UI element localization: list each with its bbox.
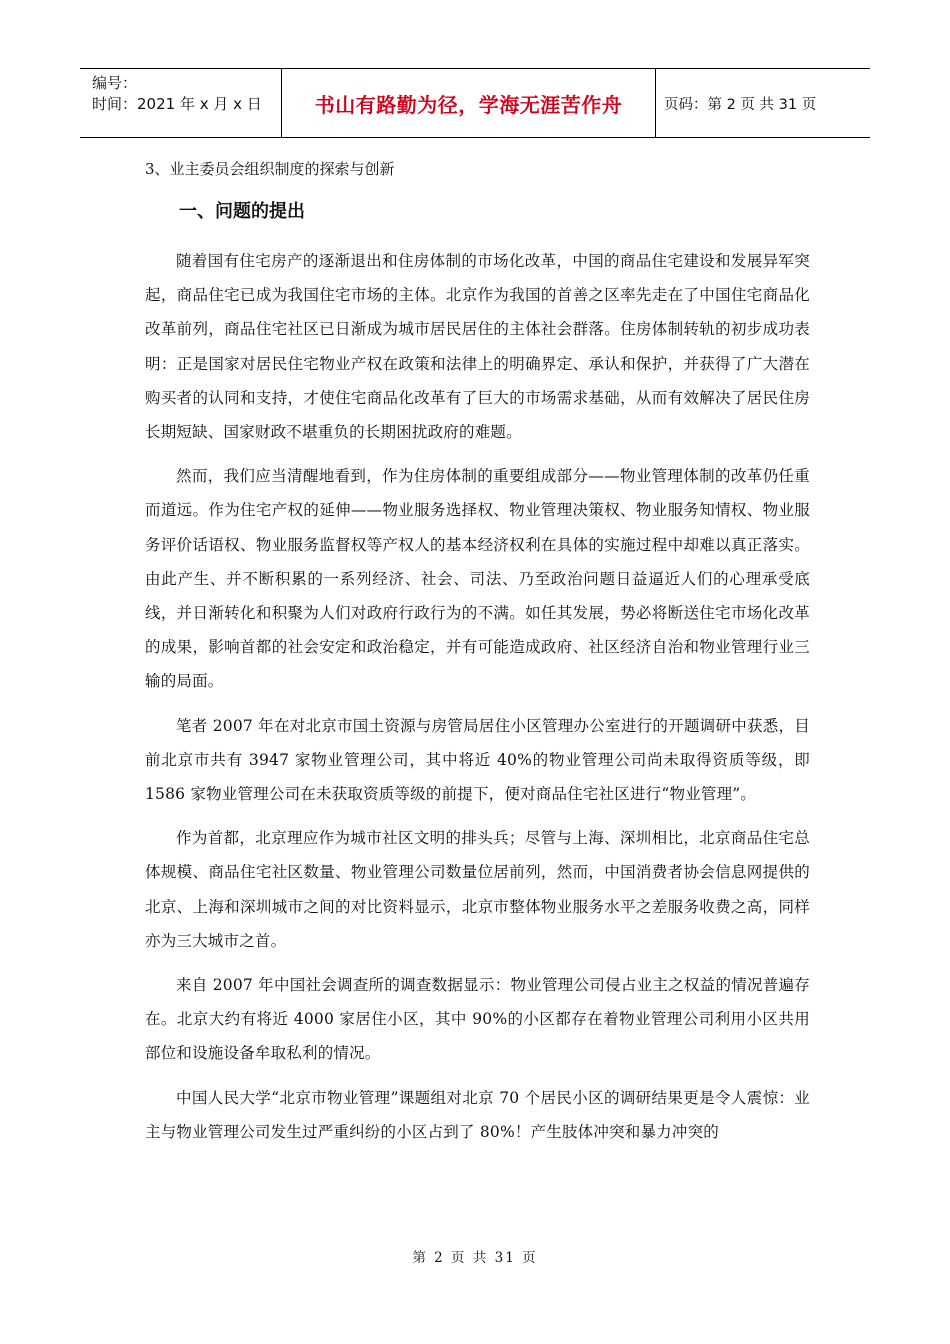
document-number-label: 编号： xyxy=(92,74,138,92)
page-footer: 第 2 页 共 31 页 xyxy=(412,1250,538,1266)
section-heading: 一、问题的提出 xyxy=(179,201,305,222)
document-time-label: 时间：2021 年 x 月 x 日 xyxy=(92,95,262,113)
paragraph-4: 作为首都，北京理应作为城市社区文明的排头兵；尽管与上海、深圳相比，北京商品住宅总体规模、商品住宅社区数量、物业管理公司数量位居前列，然而，中国消费者协会信息网提供的北京、上海和深圳城市之间的对比资料显示，北京市整体物业服务水平之差服务收费之高，同样亦为三大城市之首。 xyxy=(145,829,810,950)
paragraph-6: 中国人民大学“北京市物业管理”课题组对北京 70 个居民小区的调研结果更是令人震惊：业主与物业管理公司发生过严重纠纷的小区占到了 80%！产生肢体冲突和暴力冲突的 xyxy=(145,1088,810,1141)
page-header xyxy=(80,68,870,138)
paragraph-2: 然而，我们应当清醒地看到，作为住房体制的重要组成部分——物业管理体制的改革仍任重而道远。作为住宅产权的延伸——物业服务选择权、物业管理决策权、物业服务知情权、物业服务评价话语权、物业服务监督权等产权人的基本经济权利在具体的实施过程中却难以真正落实。由此产生、并不断积累的一系列经济、社会、司法、乃至政治问题日益逼近人们的心理承受底线，并日渐转化和积聚为人们对政府行政行为的不满。如任其发展，势必将断送住宅市场化改革的成果，影响首都的社会安定和政治稳定，并有可能造成政府、社区经济自治和物业管理行业三输的局面。 xyxy=(145,467,810,691)
document-body xyxy=(145,156,810,1159)
section-line: 3、业主委员会组织制度的探索与创新 xyxy=(145,160,395,178)
paragraph-5: 来自 2007 年中国社会调查所的调查数据显示：物业管理公司侵占业主之权益的情况普遍存在。北京大约有将近 4000 家居住小区，其中 90%的小区都存在着物业管理公司利用小区共用部位和设施设备牟取私利的情况。 xyxy=(145,976,810,1063)
header-page-label: 页码：第 2 页 共 31 页 xyxy=(664,96,817,113)
paragraph-3: 笔者 2007 年在对北京市国土资源与房管局居住小区管理办公室进行的开题调研中获悉，目前北京市共有 3947 家物业管理公司，其中将近 40%的物业管理公司尚未取得资质等级，即 1586 家物业管理公司在未获取资质等级的前提下，便对商品住宅社区进行“物业管理”。 xyxy=(145,716,810,804)
paragraph-1: 随着国有住宅房产的逐渐退出和住房体制的市场化改革，中国的商品住宅建设和发展异军突起，商品住宅已成为我国住宅市场的主体。北京作为我国的首善之区率先走在了中国住宅商品化改革前列，商品住宅社区已日渐成为城市居民居住的主体社会群落。住房体制转轨的初步成功表明：正是国家对居民住宅物业产权在政策和法律上的明确界定、承认和保护，并获得了广大潜在购买者的认同和支持，才使住宅商品化改革有了巨大的市场需求基础，从而有效解决了居民住房长期短缺、国家财政不堪重负的长期困扰政府的难题。 xyxy=(145,252,810,442)
header-meta xyxy=(80,69,282,137)
header-motto: 书山有路勤为径，学海无涯苦作舟 xyxy=(282,69,656,137)
